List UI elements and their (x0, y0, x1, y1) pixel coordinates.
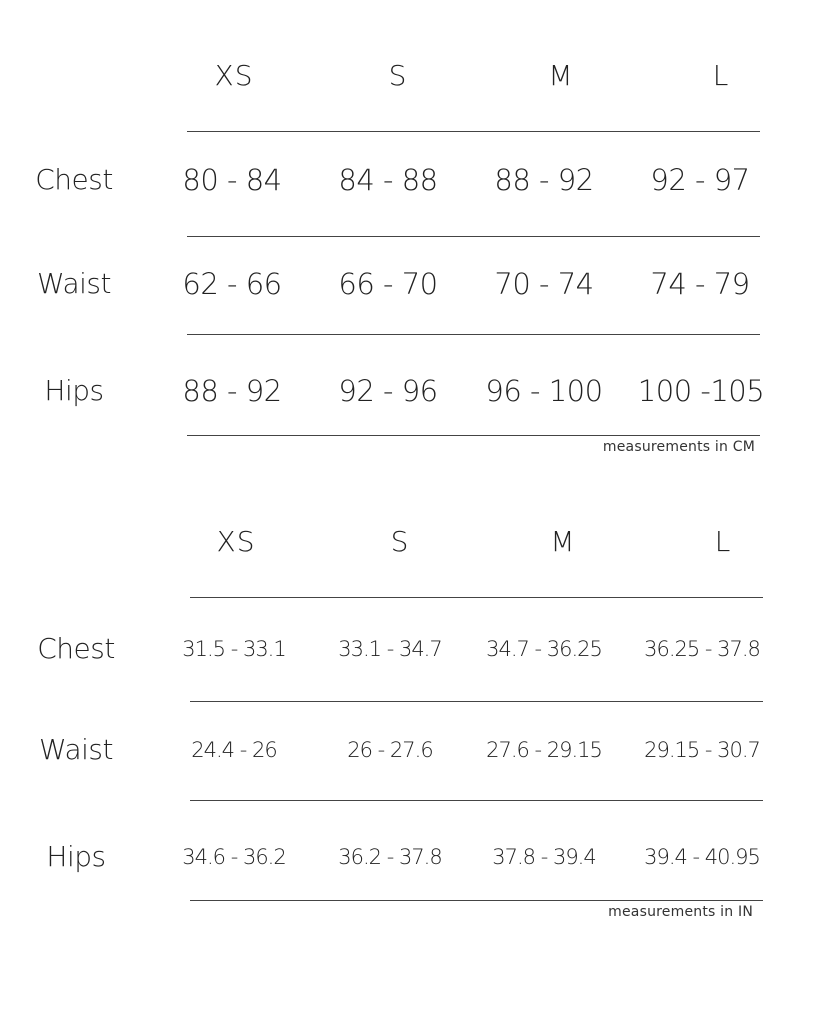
size-header-xs: XS (216, 525, 256, 558)
row-waist (0, 264, 821, 304)
cell: 74 - 79 (650, 267, 750, 301)
row-label-hips: Hips (46, 840, 106, 873)
row-hips (0, 371, 821, 411)
cell: 66 - 70 (338, 267, 438, 301)
size-header-s: S (388, 59, 408, 92)
cell: 36.25 - 37.8 (644, 637, 760, 661)
cell: 24.4 - 26 (191, 738, 277, 762)
cell: 84 - 88 (338, 163, 438, 197)
divider (190, 800, 763, 801)
cell: 92 - 97 (650, 163, 750, 197)
size-header-m: M (550, 525, 576, 558)
divider (187, 334, 760, 335)
size-header-l: L (714, 525, 732, 558)
size-header-m: M (548, 59, 574, 92)
divider (187, 435, 760, 436)
cell: 36.2 - 37.8 (338, 845, 442, 869)
cell: 88 - 92 (182, 374, 282, 408)
cell: 88 - 92 (494, 163, 594, 197)
cell: 31.5 - 33.1 (182, 637, 286, 661)
cell: 34.6 - 36.2 (182, 845, 286, 869)
divider (187, 131, 760, 132)
row-label-chest: Chest (37, 632, 115, 665)
size-header-l: L (712, 59, 730, 92)
cell: 70 - 74 (494, 267, 594, 301)
size-header-xs: XS (214, 59, 254, 92)
row-label-waist: Waist (37, 267, 111, 300)
cell: 92 - 96 (338, 374, 438, 408)
divider (190, 701, 763, 702)
row-chest (0, 160, 821, 200)
cell: 29.15 - 30.7 (644, 738, 760, 762)
cell: 37.8 - 39.4 (492, 845, 596, 869)
cell: 26 - 27.6 (347, 738, 433, 762)
divider (187, 236, 760, 237)
cell: 39.4 - 40.95 (644, 845, 760, 869)
row-hips (0, 837, 821, 877)
cell: 33.1 - 34.7 (338, 637, 442, 661)
units-note-in: measurements in IN (608, 904, 753, 920)
row-waist (0, 730, 821, 770)
cell: 100 -105 (637, 374, 765, 408)
cell: 27.6 - 29.15 (486, 738, 602, 762)
row-chest (0, 629, 821, 669)
cell: 34.7 - 36.25 (486, 637, 602, 661)
cell: 80 - 84 (182, 163, 282, 197)
row-label-waist: Waist (39, 733, 113, 766)
divider (190, 900, 763, 901)
row-label-hips: Hips (44, 374, 104, 407)
divider (190, 597, 763, 598)
row-label-chest: Chest (35, 163, 113, 196)
cell: 96 - 100 (485, 374, 603, 408)
units-note-cm: measurements in CM (602, 439, 755, 455)
size-header-s: S (390, 525, 410, 558)
cell: 62 - 66 (182, 267, 282, 301)
